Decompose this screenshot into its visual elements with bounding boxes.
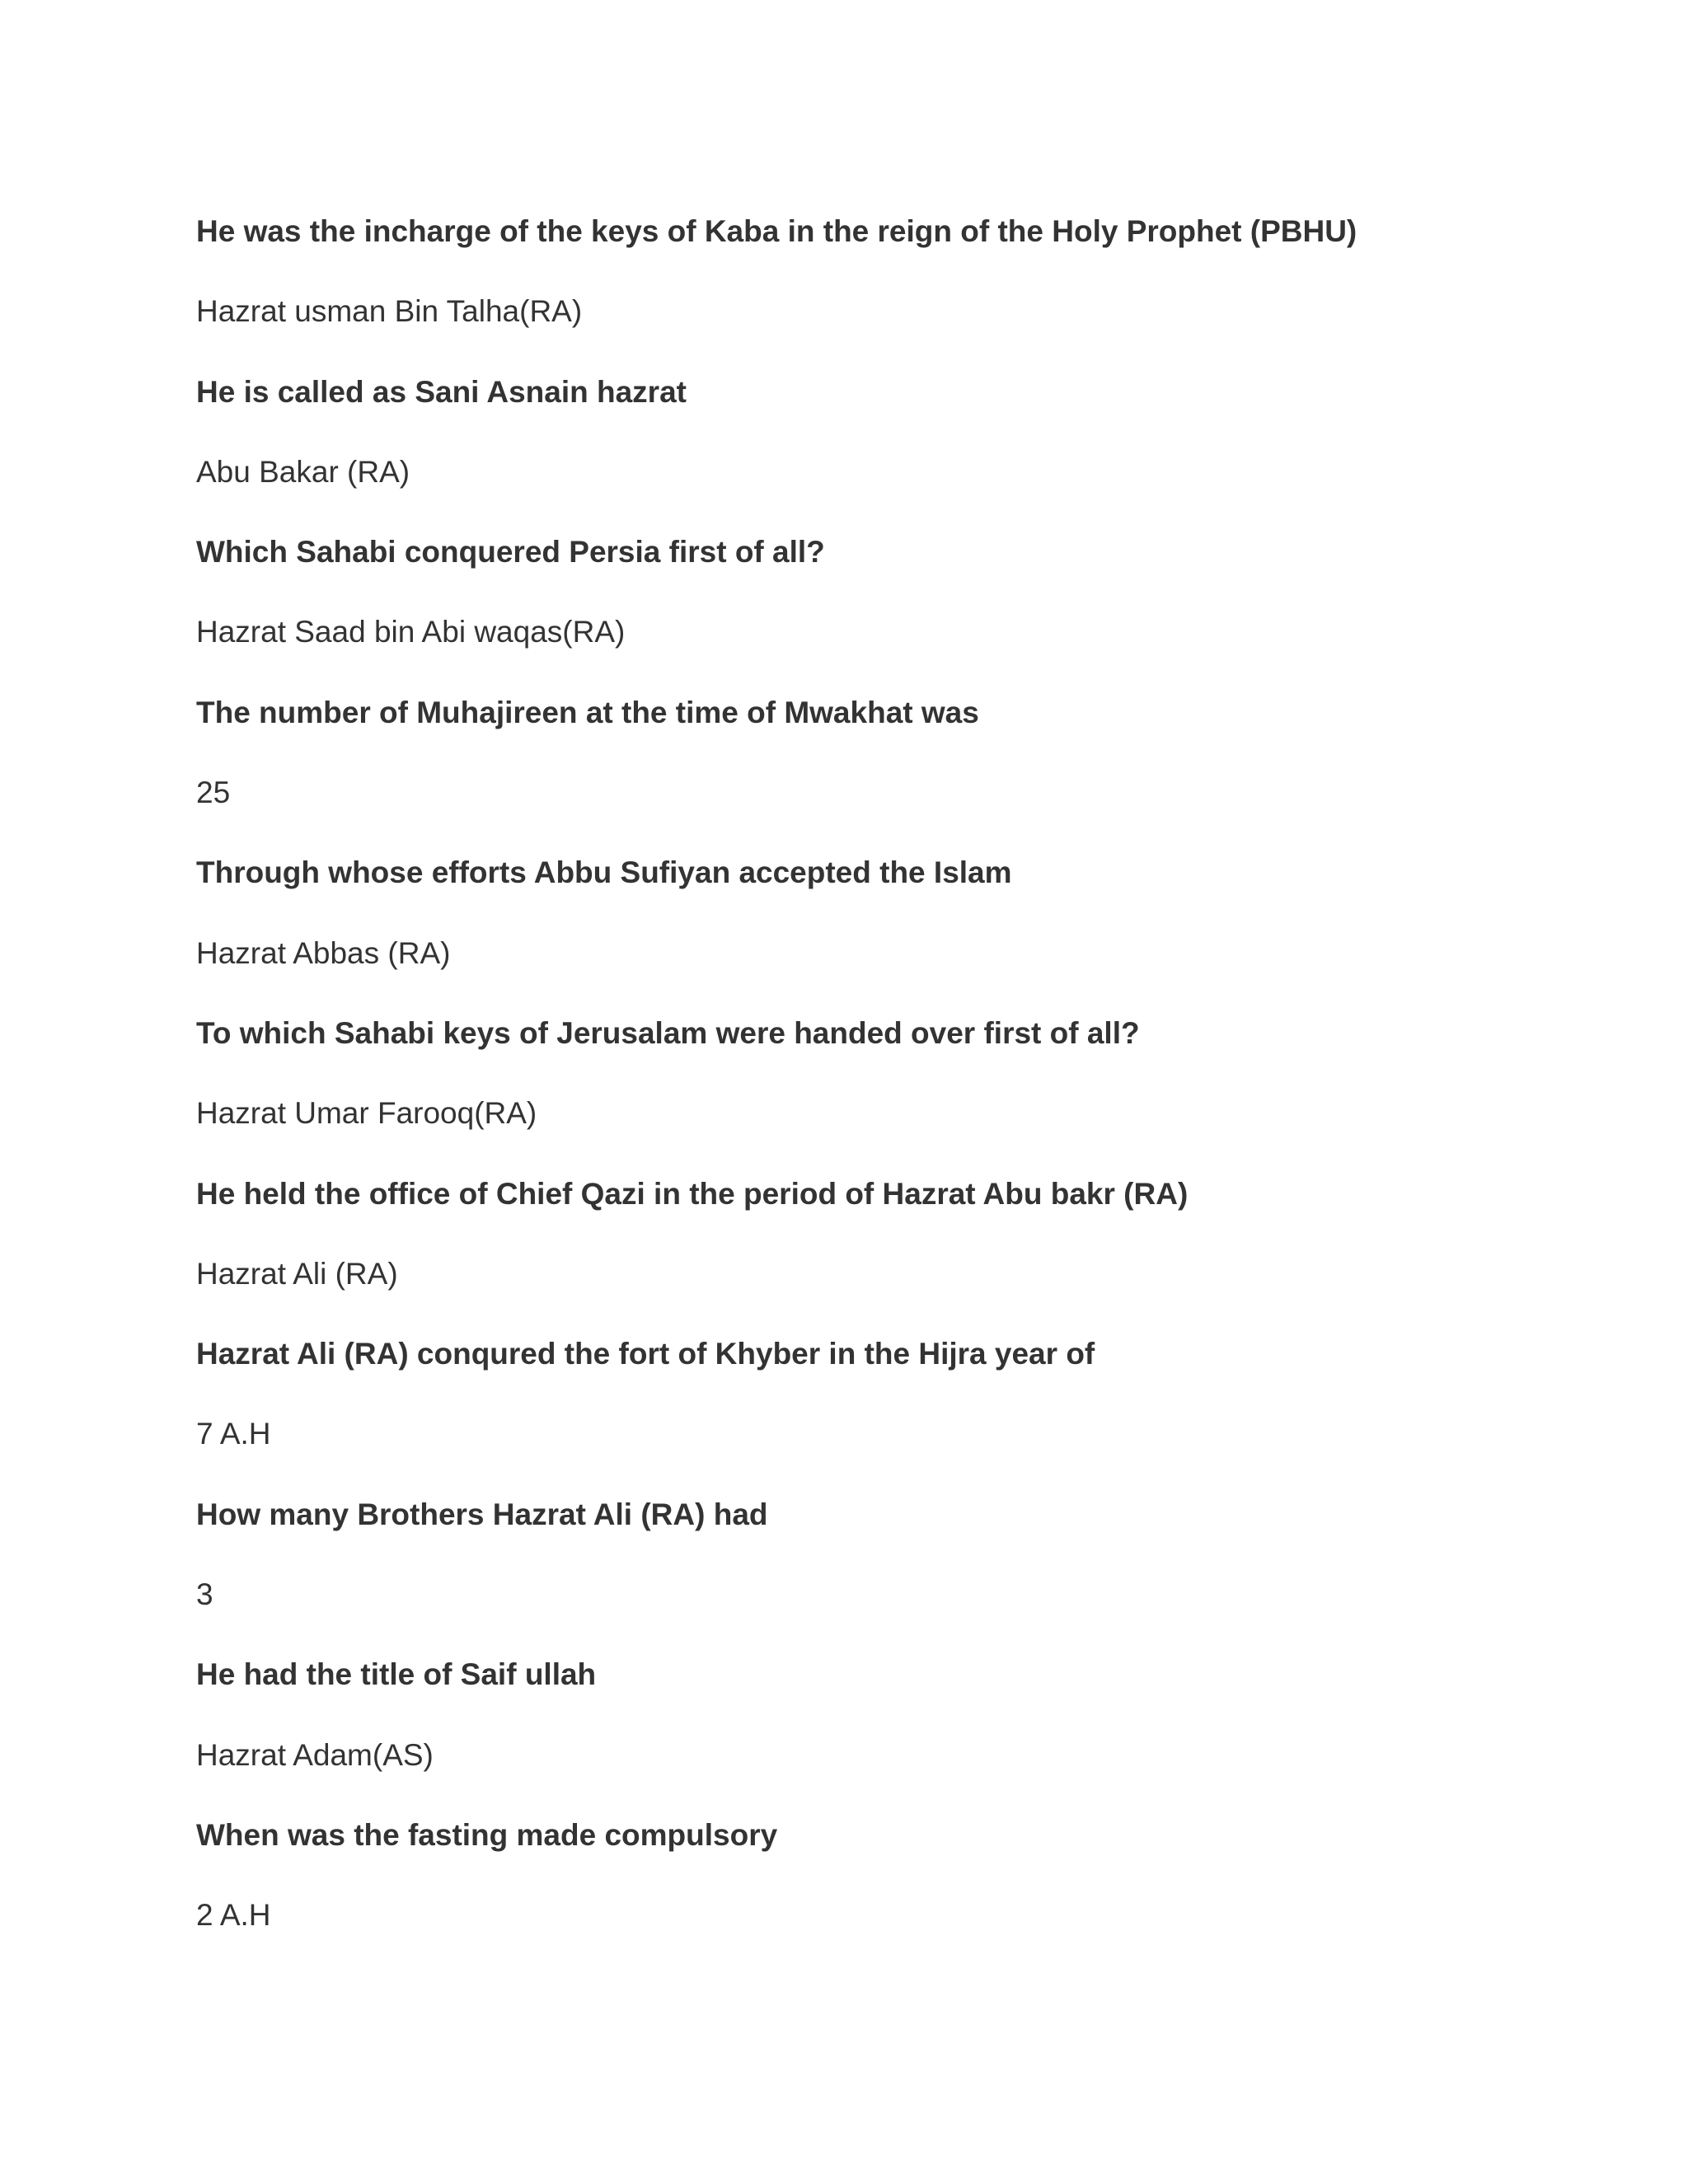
answer-5: Hazrat Abbas (RA) (196, 935, 451, 970)
answer-4: 25 (196, 776, 231, 810)
question-5: Through whose efforts Abbu Sufiyan accepted the Islam (196, 855, 1012, 890)
answer-3: Hazrat Saad bin Abi waqas(RA) (196, 615, 626, 649)
question-7: He held the office of Chief Qazi in the period of Hazrat Abu bakr (RA) (196, 1176, 1189, 1211)
answer-7: Hazrat Ali (RA) (196, 1256, 398, 1291)
question-4: The number of Muhajireen at the time of Mwakhat was (196, 695, 979, 729)
question-2: He is called as Sani Asnain hazrat (196, 374, 687, 409)
question-10: He had the title of Saif ullah (196, 1657, 597, 1692)
question-9: How many Brothers Hazrat Ali (RA) had (196, 1497, 768, 1531)
answer-6: Hazrat Umar Farooq(RA) (196, 1096, 537, 1131)
qa-list (196, 210, 1597, 1975)
answer-2: Abu Bakar (RA) (196, 454, 410, 489)
question-8: Hazrat Ali (RA) conqured the fort of Khyber in the Hijra year of (196, 1337, 1095, 1371)
answer-8: 7 A.H (196, 1417, 271, 1451)
answer-10: Hazrat Adam(AS) (196, 1737, 434, 1772)
question-3: Which Sahabi conquered Persia first of all? (196, 535, 825, 569)
answer-11: 2 A.H (196, 1898, 271, 1933)
answer-1: Hazrat usman Bin Talha(RA) (196, 294, 583, 329)
question-6: To which Sahabi keys of Jerusalam were handed over first of all? (196, 1015, 1140, 1050)
question-11: When was the fasting made compulsory (196, 1817, 778, 1852)
answer-9: 3 (196, 1577, 213, 1612)
question-1: He was the incharge of the keys of Kaba in the reign of the Holy Prophet (PBHU) (196, 214, 1357, 248)
